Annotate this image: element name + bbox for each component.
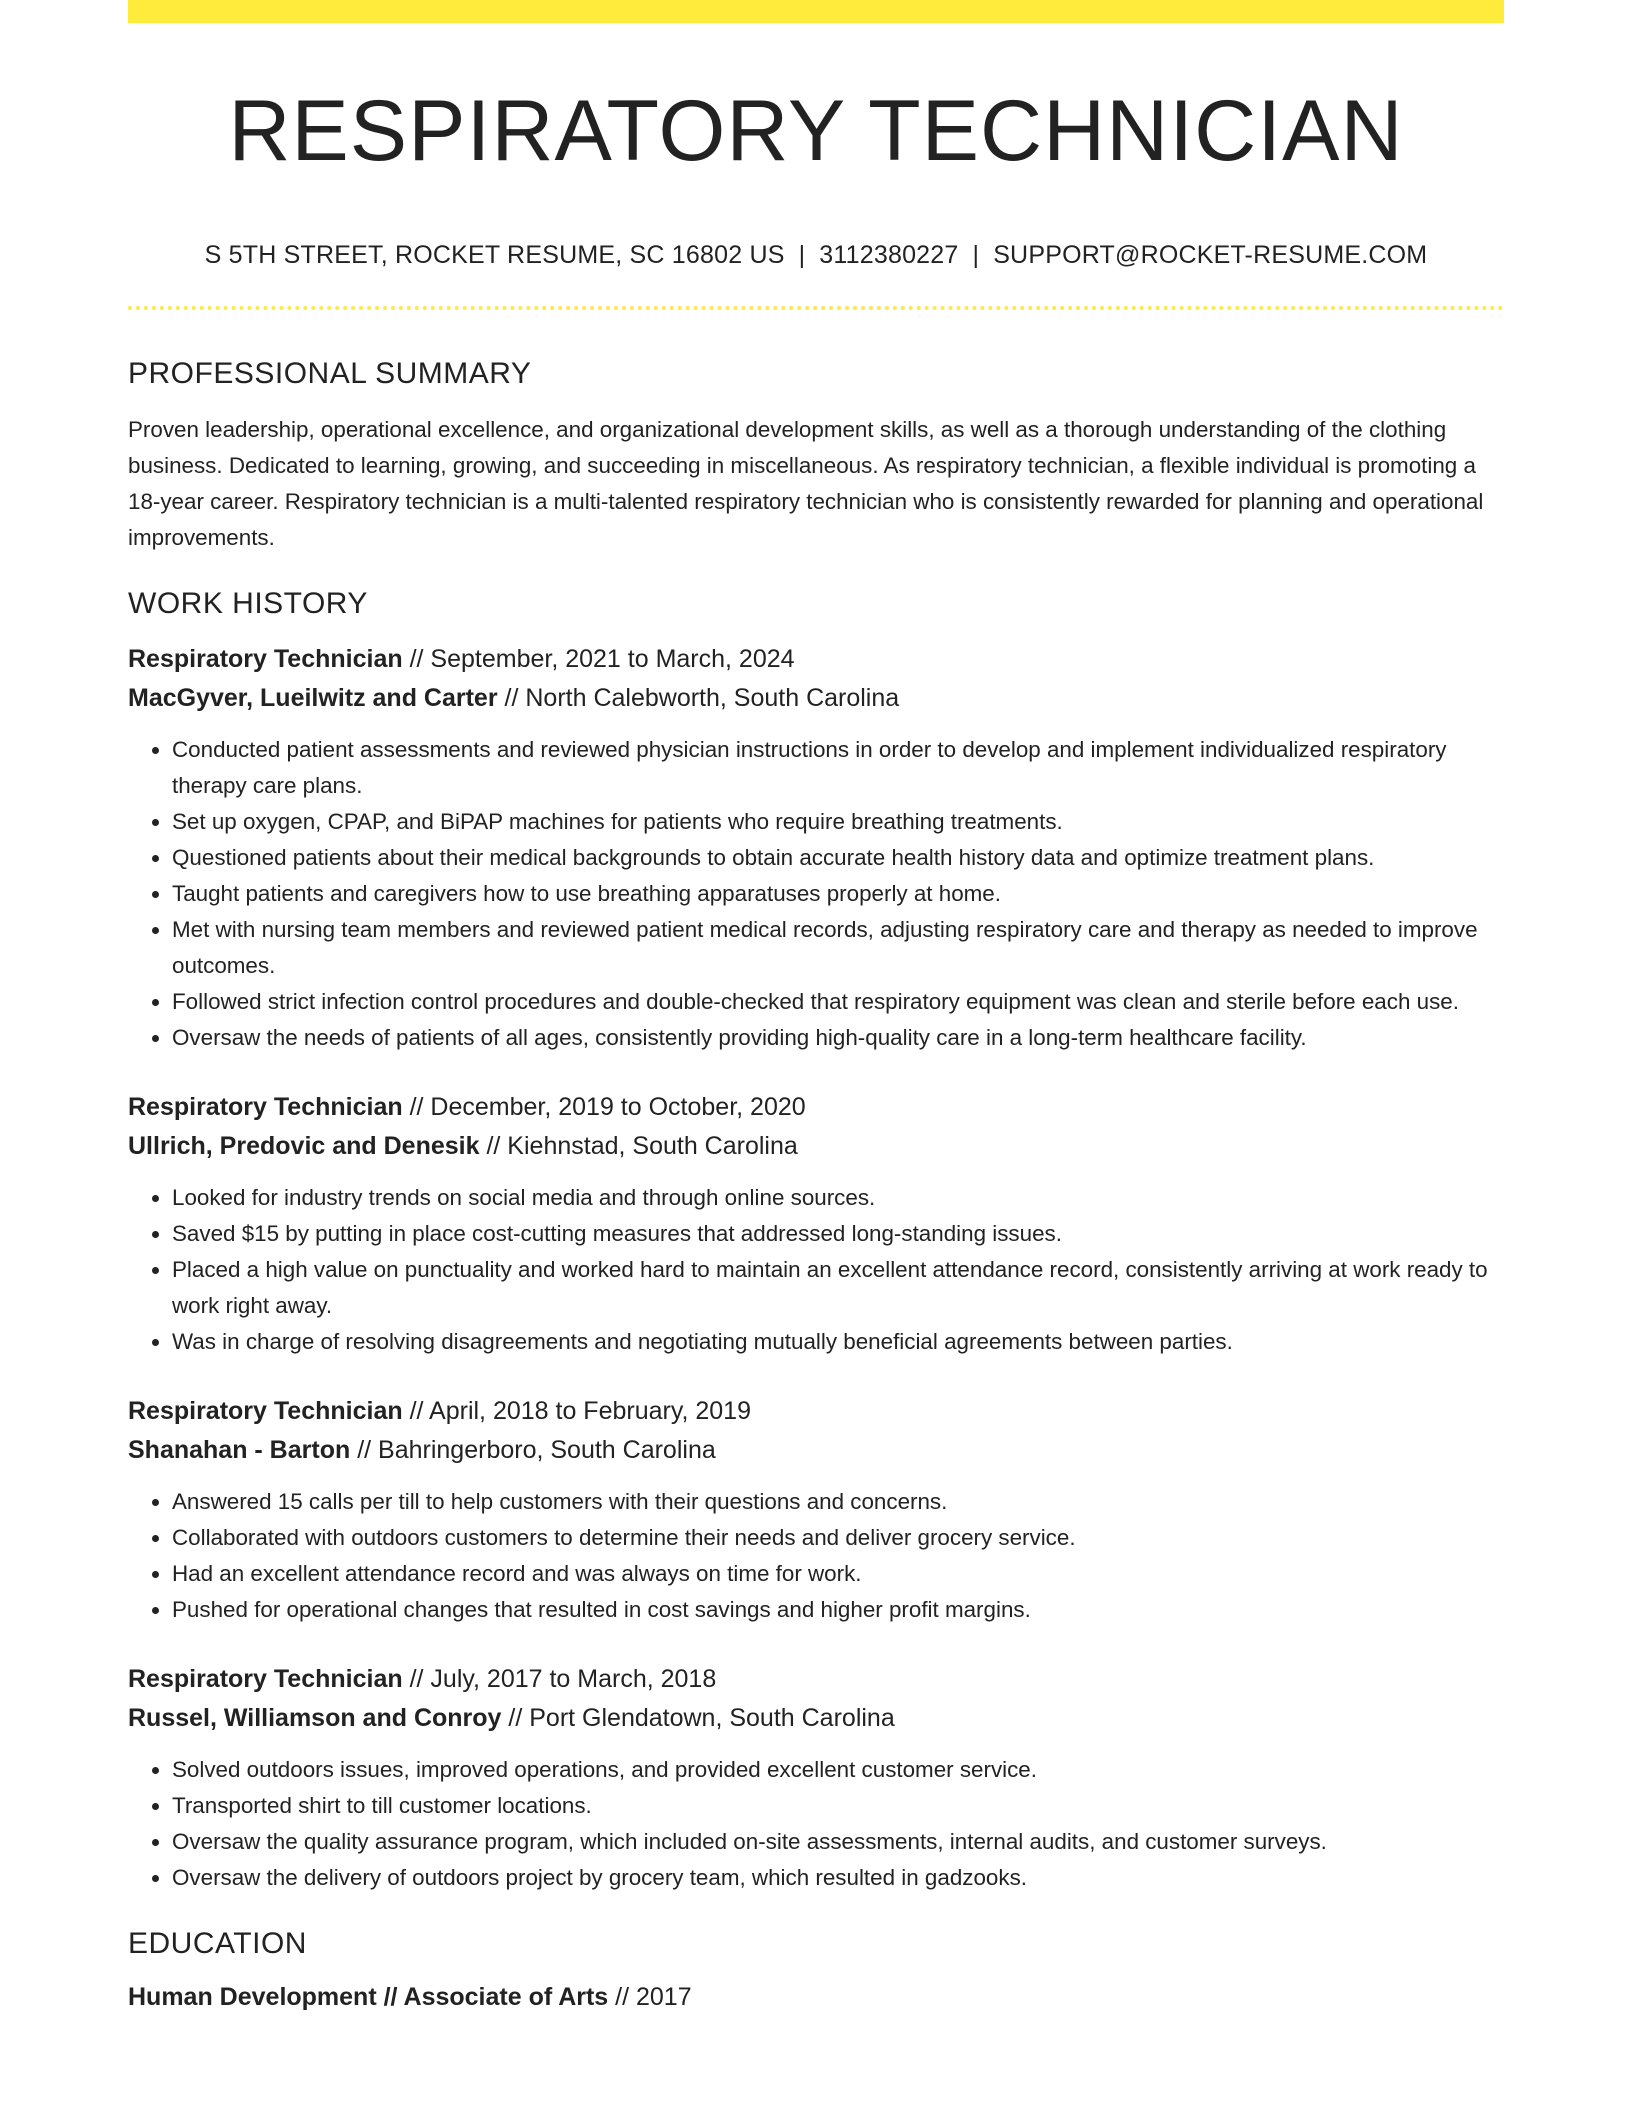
job-company-line bbox=[128, 679, 1504, 718]
resume-title: RESPIRATORY TECHNICIAN bbox=[228, 83, 1404, 179]
job-location: // Bahringerboro, South Carolina bbox=[357, 1436, 716, 1464]
job-role-line bbox=[128, 640, 1504, 679]
contact-separator: | bbox=[798, 241, 806, 269]
job-role: Respiratory Technician bbox=[128, 645, 403, 673]
list-item: • Followed strict infection control procedures and double-checked that respiratory equipment was clean and sterile before each use. bbox=[172, 984, 1504, 1020]
job-dates: // December, 2019 to October, 2020 bbox=[409, 1093, 806, 1121]
list-item: • Conducted patient assessments and reviewed physician instructions in order to develop and implement individualized respiratory therapy care plans. bbox=[172, 732, 1504, 804]
dotted-divider bbox=[128, 306, 1504, 310]
list-item: • Was in charge of resolving disagreements and negotiating mutually beneficial agreements between parties. bbox=[172, 1324, 1504, 1360]
list-item: • Placed a high value on punctuality and worked hard to maintain an excellent attendance record, consistently arriving at work ready to work right away. bbox=[172, 1252, 1504, 1324]
job-bullets bbox=[128, 1180, 1504, 1360]
list-item: • Answered 15 calls per till to help customers with their questions and concerns. bbox=[172, 1484, 1504, 1520]
list-item: • Oversaw the needs of patients of all ages, consistently providing high-quality care in a long-term healthcare facility. bbox=[172, 1020, 1504, 1056]
summary-heading: PROFESSIONAL SUMMARY bbox=[128, 357, 532, 390]
job-location: // Kiehnstad, South Carolina bbox=[486, 1132, 798, 1160]
list-item: • Solved outdoors issues, improved operations, and provided excellent customer service. bbox=[172, 1752, 1504, 1788]
list-item: • Pushed for operational changes that resulted in cost savings and higher profit margins. bbox=[172, 1592, 1504, 1628]
job-company: Shanahan - Barton bbox=[128, 1436, 351, 1464]
job-role: Respiratory Technician bbox=[128, 1665, 403, 1693]
resume-content bbox=[128, 354, 1504, 2017]
contact-separator: | bbox=[972, 241, 980, 269]
education-entry bbox=[128, 1978, 1504, 2017]
job-bullets bbox=[128, 1752, 1504, 1896]
education-degree: Human Development // Associate of Arts bbox=[128, 1983, 609, 2011]
job-company: Ullrich, Predovic and Denesik bbox=[128, 1132, 480, 1160]
job-entry bbox=[128, 1088, 1504, 1360]
list-item: • Taught patients and caregivers how to use breathing apparatuses properly at home. bbox=[172, 876, 1504, 912]
list-item: • Questioned patients about their medical backgrounds to obtain accurate health history data and optimize treatment plans. bbox=[172, 840, 1504, 876]
contact-line bbox=[128, 238, 1504, 272]
summary-text: Proven leadership, operational excellence, and organizational development skills, as well as a thorough understanding of the clothing business. Dedicated to learning, growing, and succeeding in miscellaneous. As respiratory technician, a flexible individual is promoting a 18-year career. Respiratory technician is a multi-talented respiratory technician who is consistently rewarded for planning and operational improvements. bbox=[128, 417, 1484, 550]
list-item: • Set up oxygen, CPAP, and BiPAP machines for patients who require breathing treatments. bbox=[172, 804, 1504, 840]
list-item: • Met with nursing team members and reviewed patient medical records, adjusting respiratory care and therapy as needed to improve outcomes. bbox=[172, 912, 1504, 984]
job-dates: // April, 2018 to February, 2019 bbox=[409, 1397, 751, 1425]
education-year: // 2017 bbox=[615, 1983, 692, 2011]
list-item: • Saved $15 by putting in place cost-cutting measures that addressed long-standing issues. bbox=[172, 1216, 1504, 1252]
work-history-heading: WORK HISTORY bbox=[128, 587, 368, 620]
job-entry bbox=[128, 1660, 1504, 1896]
list-item: • Transported shirt to till customer locations. bbox=[172, 1788, 1504, 1824]
job-entry bbox=[128, 640, 1504, 1056]
education-heading: EDUCATION bbox=[128, 1927, 307, 1960]
job-location: // Port Glendatown, South Carolina bbox=[508, 1704, 895, 1732]
job-role-line bbox=[128, 1392, 1504, 1431]
contact-address: S 5TH STREET, ROCKET RESUME, SC 16802 US bbox=[204, 241, 785, 269]
work-history-list bbox=[128, 640, 1504, 1896]
job-company: MacGyver, Lueilwitz and Carter bbox=[128, 684, 498, 712]
job-company-line bbox=[128, 1127, 1504, 1166]
list-item: • Had an excellent attendance record and was always on time for work. bbox=[172, 1556, 1504, 1592]
job-dates: // September, 2021 to March, 2024 bbox=[409, 645, 795, 673]
job-company: Russel, Williamson and Conroy bbox=[128, 1704, 502, 1732]
list-item: • Looked for industry trends on social media and through online sources. bbox=[172, 1180, 1504, 1216]
job-entry bbox=[128, 1392, 1504, 1628]
job-role: Respiratory Technician bbox=[128, 1093, 403, 1121]
job-role-line bbox=[128, 1088, 1504, 1127]
job-bullets bbox=[128, 1484, 1504, 1628]
list-item: • Oversaw the quality assurance program, which included on-site assessments, internal audits, and customer surveys. bbox=[172, 1824, 1504, 1860]
job-role-line bbox=[128, 1660, 1504, 1699]
job-dates: // July, 2017 to March, 2018 bbox=[409, 1665, 717, 1693]
list-item: • Oversaw the delivery of outdoors project by grocery team, which resulted in gadzooks. bbox=[172, 1860, 1504, 1896]
list-item: • Collaborated with outdoors customers to determine their needs and deliver grocery service. bbox=[172, 1520, 1504, 1556]
accent-bar bbox=[128, 0, 1504, 23]
job-company-line bbox=[128, 1699, 1504, 1738]
contact-phone[interactable]: 3112380227 bbox=[819, 241, 959, 269]
job-role: Respiratory Technician bbox=[128, 1397, 403, 1425]
job-company-line bbox=[128, 1431, 1504, 1470]
contact-email[interactable]: SUPPORT@ROCKET-RESUME.COM bbox=[993, 241, 1428, 269]
job-location: // North Calebworth, South Carolina bbox=[504, 684, 900, 712]
job-bullets bbox=[128, 732, 1504, 1056]
